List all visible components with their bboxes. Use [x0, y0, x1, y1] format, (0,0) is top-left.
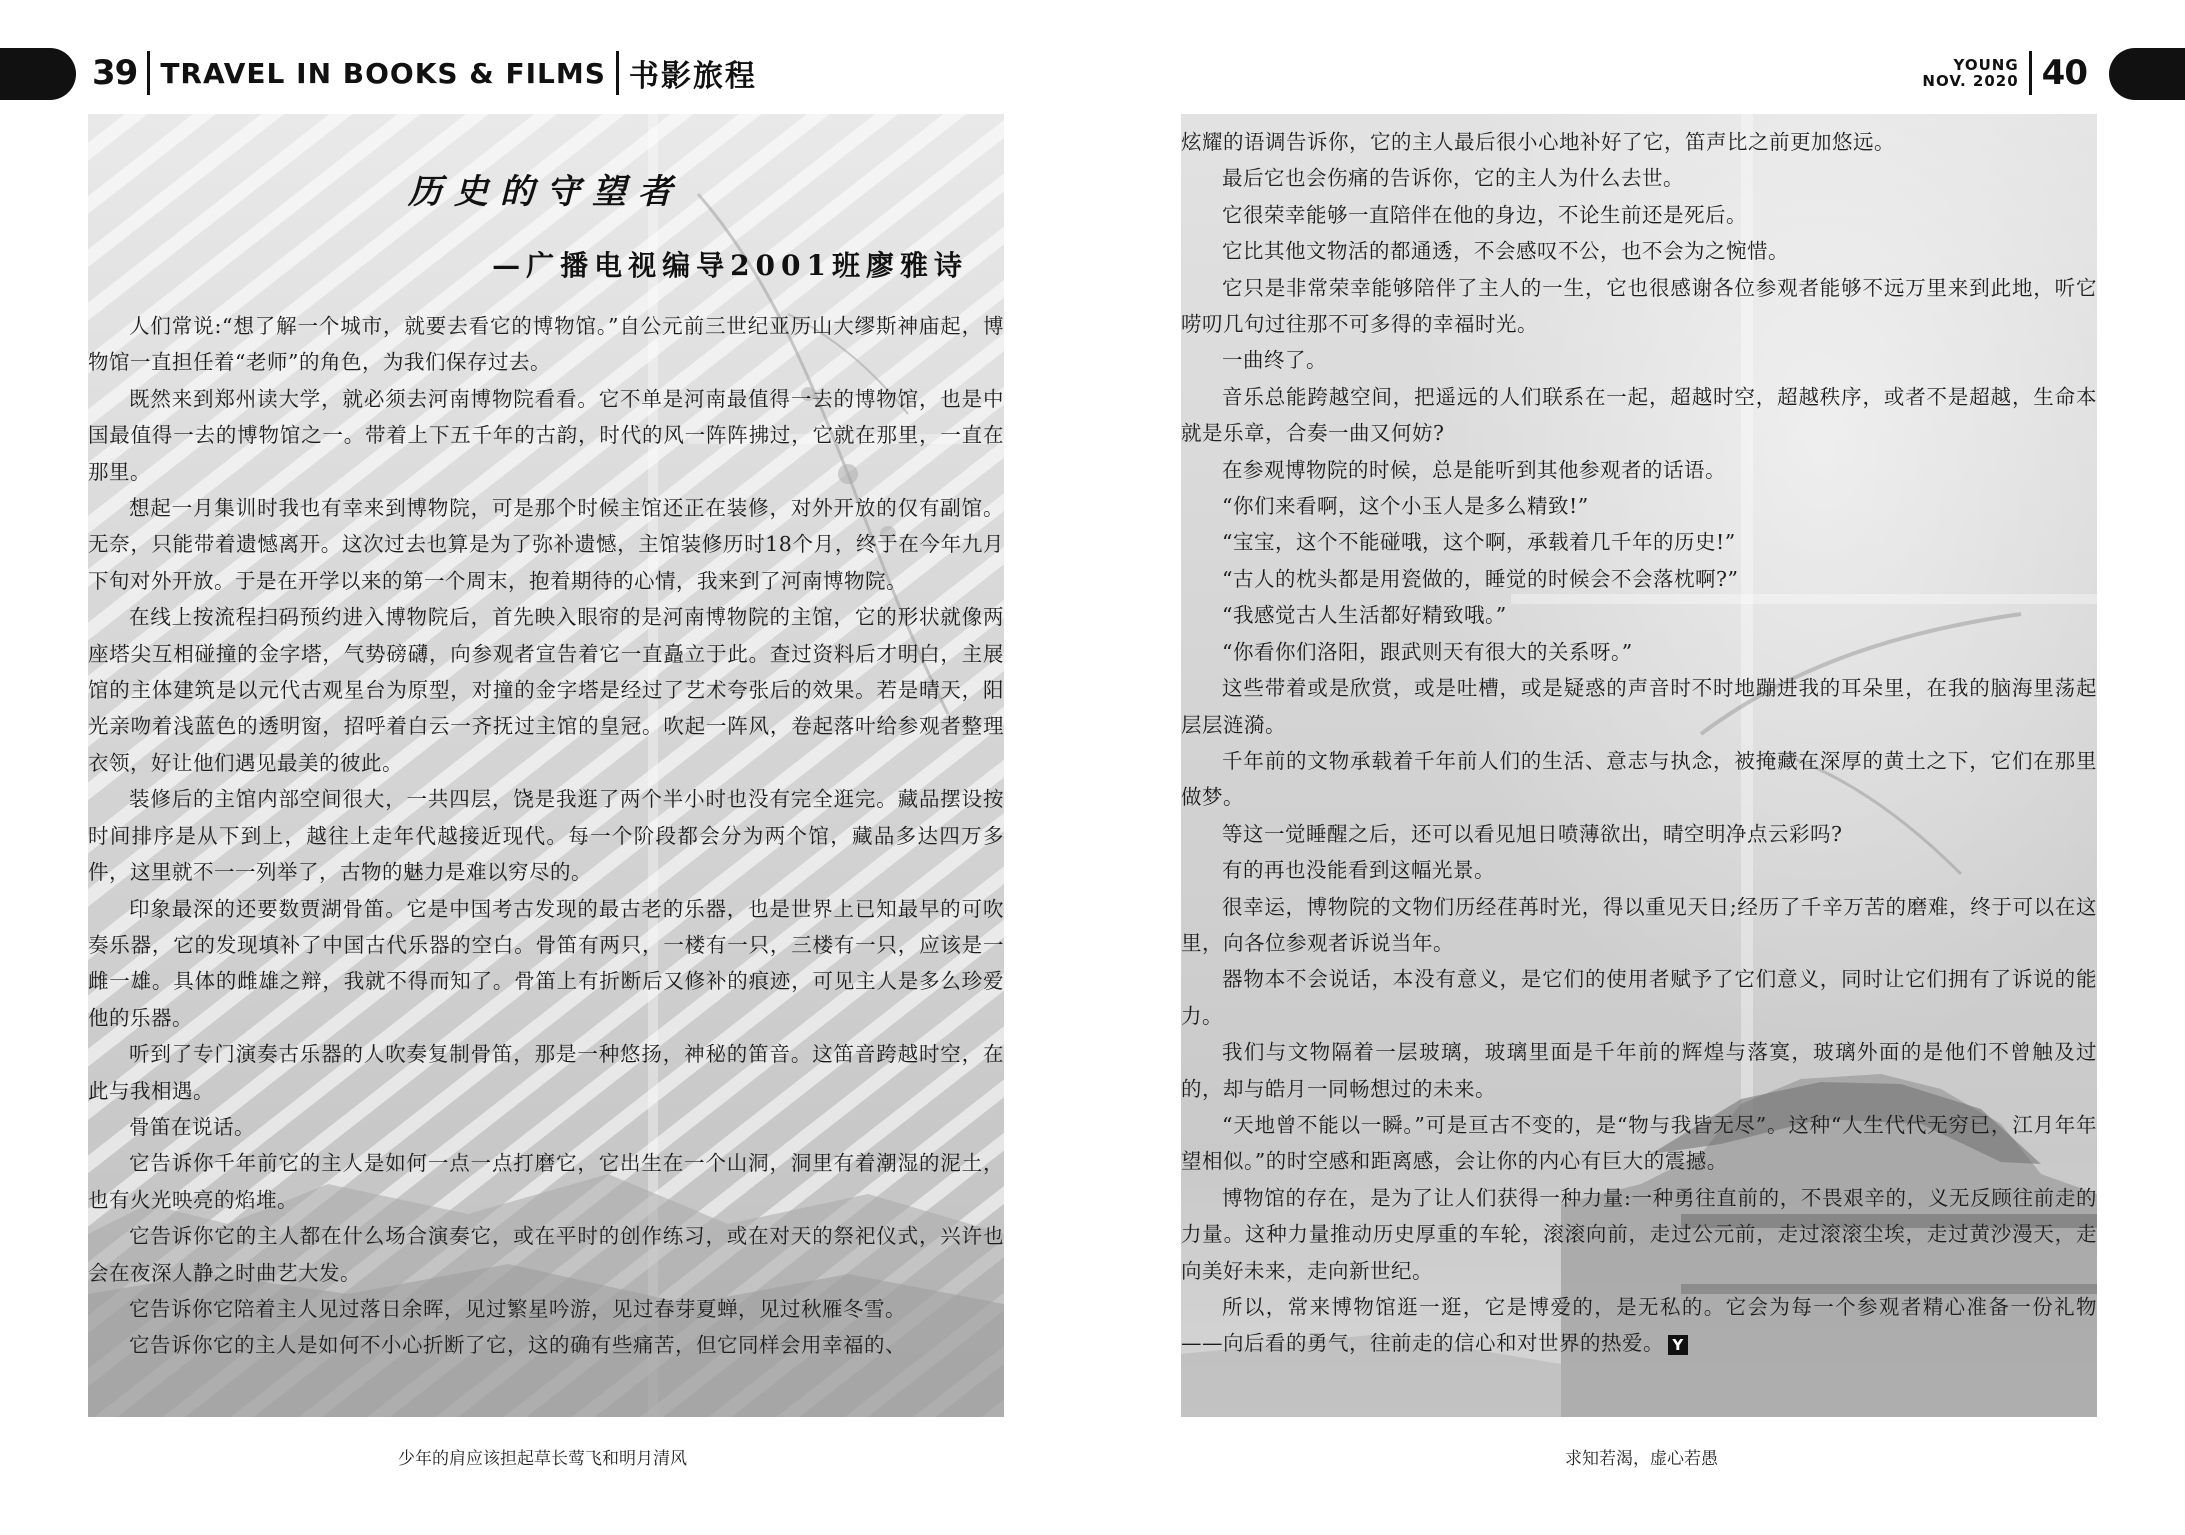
paragraph: 它只是非常荣幸能够陪伴了主人的一生，它也很感谢各位参观者能够不远万里来到此地，听它唠叨几句过往那不可多得的幸福时光。 — [1181, 275, 2097, 337]
brand-name: YOUNG — [1953, 55, 2019, 74]
paragraph: 很幸运，博物院的文物们历经荏苒时光，得以重见天日;经历了千辛万苦的磨难，终于可以在这里，向各位参观者诉说当年。 — [1181, 894, 2097, 955]
left-column-text — [88, 308, 1004, 1364]
header-divider — [616, 51, 619, 95]
paragraph: 炫耀的语调告诉你，它的主人最后很小心地补好了它，笛声比之前更加悠远。 — [1181, 130, 1895, 154]
right-page-number: 40 — [2041, 53, 2087, 93]
paragraph: 人们常说:“想了解一个城市，就要去看它的博物馆。”自公元前三世纪亚历山大缪斯神庙起，博物馆一直担任着“老师”的角色，为我们保存过去。 — [88, 314, 1004, 375]
paragraph: “你们来看啊，这个小玉人是多么精致!” — [1222, 494, 1589, 519]
paragraph: 听到了专门演奏古乐器的人吹奏复制骨笛，那是一种悠扬，神秘的笛音。这笛音跨越时空，在此与我相遇。 — [88, 1042, 1004, 1103]
right-page-header — [1922, 50, 2087, 96]
paragraph: 它告诉你千年前它的主人是如何一点一点打磨它，它出生在一个山洞，洞里有着潮湿的泥土，也有火光映亮的焰堆。 — [88, 1151, 1004, 1212]
paragraph: 它告诉你它的主人都在什么场合演奏它，或在平时的创作练习，或在对天的祭祀仪式，兴许也会在夜深人静之时曲艺大发。 — [88, 1224, 1004, 1285]
paragraph: 我们与文物隔着一层玻璃，玻璃里面是千年前的辉煌与落寞，玻璃外面的是他们不曾触及过的，却与皓月一同畅想过的未来。 — [1181, 1040, 2097, 1101]
paragraph: 既然来到郑州读大学，就必须去河南博物院看看。它不单是河南最值得一去的博物馆，也是中国最值得一去的博物馆之一。带着上下五千年的古韵，时代的风一阵阵拂过，它就在那里，一直在那里。 — [88, 386, 1004, 484]
paragraph: 千年前的文物承载着千年前人们的生活、意志与执念，被掩藏在深厚的黄土之下，它们在那里做梦。 — [1181, 748, 2097, 810]
paragraph: “天地曾不能以一瞬。”可是亘古不变的，是“物与我皆无尽”。这种“人生代代无穷已，江月年年望相似。”的时空感和距离感，会让你的内心有巨大的震撼。 — [1181, 1112, 2097, 1174]
paragraph: 有的再也没能看到这幅光景。 — [1222, 858, 1495, 883]
issue-date: NOV. 2020 — [1922, 72, 2019, 90]
paragraph: “宝宝，这个不能碰哦，这个啊，承载着几千年的历史!” — [1222, 530, 1736, 555]
left-page-header — [92, 50, 757, 96]
magazine-brand — [1922, 57, 2018, 90]
paragraph: 骨笛在说话。 — [129, 1114, 255, 1139]
right-column-text — [1181, 124, 2097, 1362]
paragraph — [1181, 1289, 2097, 1362]
paragraph: 这些带着或是欣赏，或是吐槽，或是疑惑的声音时不时地蹦进我的耳朵里，在我的脑海里荡起层层涟漪。 — [1181, 676, 2097, 737]
paragraph: 一曲终了。 — [1222, 348, 1327, 373]
paragraph: 在线上按流程扫码预约进入博物院后，首先映入眼帘的是河南博物院的主馆，它的形状就像两座塔尖互相碰撞的金字塔，气势磅礴，向参观者宣告着它一直矗立于此。查过资料后才明白，主展馆的主体建筑是以元代古观星台为原型，对撞的金字塔是经过了艺术夸张后的效果。若是晴天，阳光亲吻着浅蓝色的透明窗，招呼着白云一齐抚过主馆的皇冠。吹起一阵风，卷起落叶给参观者整理衣领，好让他们遇见最美的彼此。 — [88, 605, 1004, 775]
paragraph: 它告诉你它陪着主人见过落日余晖，见过繁星吟游，见过春芽夏蝉，见过秋雁冬雪。 — [129, 1296, 906, 1321]
paragraph: “你看你们洛阳，跟武则天有很大的关系呀。” — [1222, 639, 1633, 664]
paragraph: 它很荣幸能够一直陪伴在他的身边，不论生前还是死后。 — [1222, 202, 1747, 227]
paragraph: 博物馆的存在，是为了让人们获得一种力量:一种勇往直前的，不畏艰辛的，义无反顾往前走的力量。这种力量推动历史厚重的车轮，滚滚向前，走过公元前，走过滚滚尘埃，走过黄沙漫天，走向美好未来，走向新世纪。 — [1181, 1185, 2097, 1283]
right-header-tab — [2109, 48, 2185, 100]
article-byline: —广播电视编导2001班廖雅诗 — [492, 249, 968, 282]
paragraph: 器物本不会说话，本没有意义，是它们的使用者赋予了它们意义，同时让它们拥有了诉说的能力。 — [1181, 967, 2097, 1028]
paragraph: 装修后的主馆内部空间很大，一共四层，饶是我逛了两个半小时也没有完全逛完。藏品摆设按时间排序是从下到上，越往上走年代越接近现代。每一个阶段都会分为两个馆，藏品多达四万多件，这里就不一一列举了，古物的魅力是难以穷尽的。 — [88, 787, 1004, 885]
paragraph: 印象最深的还要数贾湖骨笛。它是中国考古发现的最古老的乐器，也是世界上已知最早的可吹奏乐器，它的发现填补了中国古代乐器的空白。骨笛有两只，一楼有一只，三楼有一只，应该是一雌一雄。具体的雌雄之辩，我就不得而知了。骨笛上有折断后又修补的痕迹，可见主人是多么珍爱他的乐器。 — [88, 896, 1004, 1030]
last-paragraph-text: 所以，常来博物馆逛一逛，它是博爱的，是无私的。它会为每一个参观者精心准备一份礼物——向后看的勇气，往前走的信心和对世界的热爱。 — [1181, 1295, 2097, 1356]
header-divider — [2029, 51, 2032, 95]
paragraph: 在参观博物院的时候，总是能听到其他参观者的话语。 — [1222, 457, 1726, 482]
section-title-cn: 书影旅程 — [628, 59, 757, 94]
end-mark-icon: Y — [1668, 1335, 1688, 1355]
paragraph: 最后它也会伤痛的告诉你，它的主人为什么去世。 — [1222, 166, 1684, 191]
left-footer-slogan: 少年的肩应该担起草长莺飞和明月清风 — [398, 1449, 687, 1469]
article-title: 历史的守望者 — [408, 172, 684, 212]
right-article-panel — [1181, 114, 2097, 1417]
paragraph: 想起一月集训时我也有幸来到博物院，可是那个时候主馆还正在装修，对外开放的仅有副馆。无奈，只能带着遗憾离开。这次过去也算是为了弥补遗憾，主馆装修历时18个月，终于在今年九月下旬对外开放。于是在开学以来的第一个周末，抱着期待的心情，我来到了河南博物院。 — [88, 496, 1004, 593]
left-header-tab — [0, 48, 76, 100]
section-title: TRAVEL IN BOOKS & FILMS — [160, 56, 606, 90]
header-divider — [147, 51, 150, 95]
paragraph: 等这一觉睡醒之后，还可以看见旭日喷薄欲出，晴空明净点云彩吗? — [1222, 821, 1843, 846]
paragraph: 它告诉你它的主人是如何不小心折断了它，这的确有些痛苦，但它同样会用幸福的、 — [129, 1333, 906, 1358]
left-page-number: 39 — [92, 53, 138, 93]
paragraph: 音乐总能跨越空间，把遥远的人们联系在一起，超越时空，超越秩序，或者不是超越，生命本就是乐章，合奏一曲又何妨? — [1181, 384, 2097, 446]
paragraph: “古人的枕头都是用瓷做的，睡觉的时候会不会落枕啊?” — [1222, 566, 1739, 591]
right-footer-slogan: 求知若渴，虚心若愚 — [1565, 1449, 1718, 1469]
left-article-panel — [88, 114, 1004, 1417]
paragraph: 它比其他文物活的都通透，不会感叹不公，也不会为之惋惜。 — [1222, 239, 1789, 264]
paragraph: “我感觉古人生活都好精致哦。” — [1222, 603, 1507, 628]
